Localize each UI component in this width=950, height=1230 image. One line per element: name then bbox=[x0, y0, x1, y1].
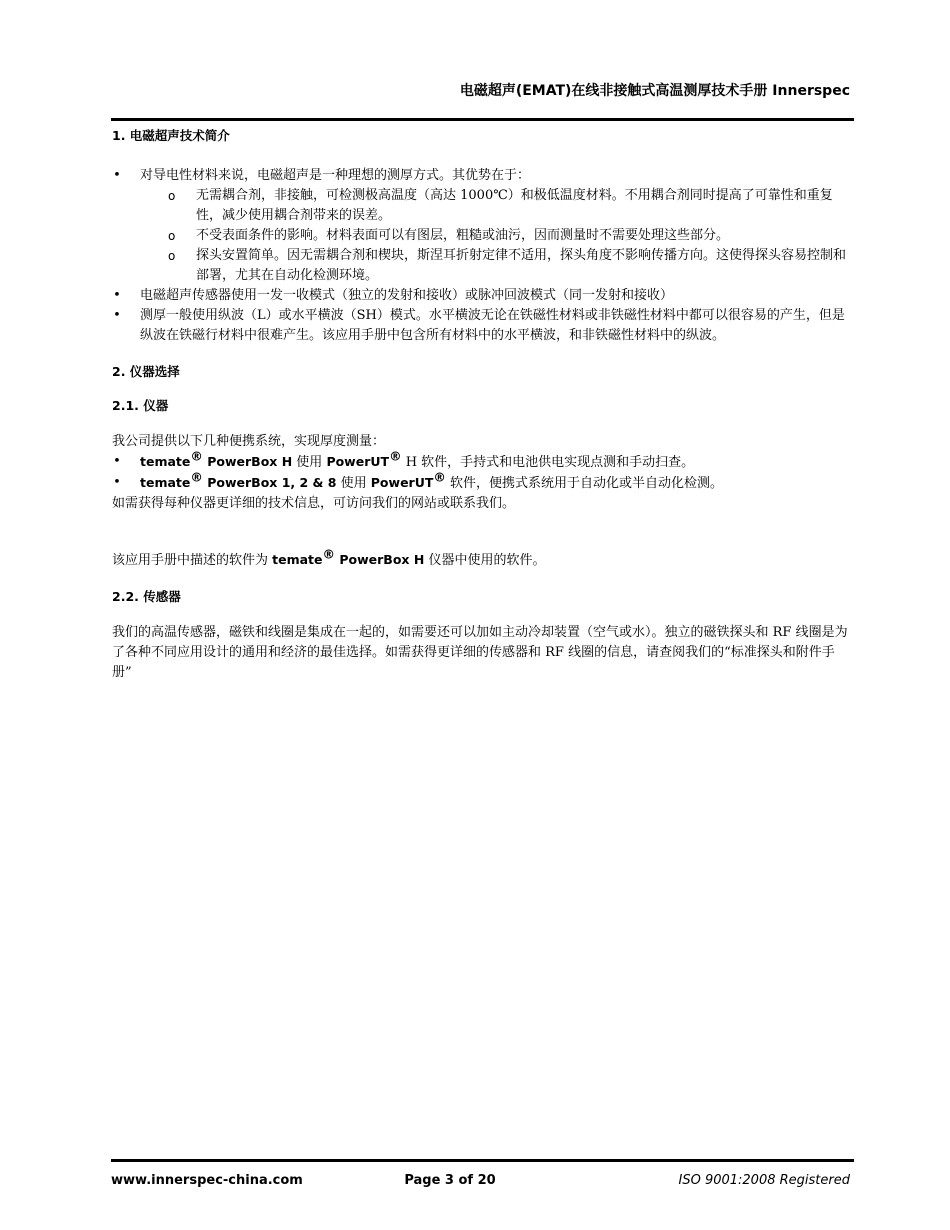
registered-mark: ® bbox=[389, 448, 402, 464]
instrument-desc: H 软件，手持式和电池供电实现点测和手动扫查。 bbox=[401, 455, 695, 470]
instrument-desc: 软件，便携式系统用于自动化或半自动化检测。 bbox=[445, 476, 724, 491]
bullet-text: 对导电性材料来说，电磁超声是一种理想的测厚方式。其优势在于： bbox=[140, 168, 531, 183]
registered-mark: ® bbox=[322, 546, 336, 562]
section-1-heading: 1. 电磁超声技术简介 bbox=[112, 128, 230, 143]
software-note bbox=[112, 546, 852, 571]
registered-mark: ® bbox=[190, 448, 203, 464]
instrument-brand: temate bbox=[140, 475, 191, 490]
bullet-dot: • bbox=[113, 288, 121, 303]
section-2-1-heading: 2.1. 仪器 bbox=[112, 398, 169, 413]
footer-website: www.innerspec-china.com bbox=[111, 1173, 303, 1188]
note-prefix: 该应用手册中描述的软件为 bbox=[112, 553, 273, 568]
sub-bullet-text: 不受表面条件的影响。材料表面可以有图层，粗糙或油污，因而测量时不需要处理这些部分。 bbox=[196, 228, 730, 243]
instrument-item bbox=[112, 448, 852, 473]
software-name: PowerUT bbox=[326, 454, 390, 469]
instrument-model: PowerBox H bbox=[202, 454, 293, 469]
instruments-more-info: 如需获得每种仪器更详细的技术信息，可访问我们的网站或联系我们。 bbox=[112, 496, 516, 511]
bullet-dot: • bbox=[113, 168, 121, 183]
registered-mark: ® bbox=[190, 469, 203, 485]
header-rule bbox=[111, 118, 854, 121]
footer-rule bbox=[111, 1159, 854, 1162]
footer-certification: ISO 9001:2008 Registered bbox=[678, 1173, 850, 1188]
sensors-body: 我们的高温传感器，磁铁和线圈是集成在一起的，如需要还可以加如主动冷却装置（空气或水）。独立的磁铁探头和 RF 线圈是为了各种不同应用设计的通用和经济的最佳选择。如需获得更详细的传感器和 RF 线圈的信息，请查阅我们的“标准探头和附件手册” bbox=[112, 625, 848, 680]
bullet-dot: • bbox=[113, 454, 121, 469]
note-model: PowerBox H bbox=[335, 552, 425, 567]
instrument-model: PowerBox 1, 2 & 8 bbox=[202, 475, 337, 490]
sub-bullet-item bbox=[112, 226, 852, 246]
sub-bullet-marker: o bbox=[168, 249, 176, 263]
note-suffix: 仪器中使用的软件。 bbox=[424, 553, 546, 568]
bullet-item bbox=[112, 166, 852, 186]
bullet-dot: • bbox=[113, 475, 121, 490]
sub-bullet-item bbox=[112, 246, 852, 286]
footer-page-number: Page 3 of 20 bbox=[404, 1173, 496, 1188]
bullet-dot: • bbox=[113, 308, 121, 323]
software-name: PowerUT bbox=[370, 475, 434, 490]
sub-bullet-text: 探头安置简单。因无需耦合剂和楔块，斯涅耳折射定律不适用，探头角度不影响传播方向。这使得探头容易控制和部署，尤其在自动化检测环境。 bbox=[196, 248, 847, 283]
instrument-brand: temate bbox=[140, 454, 191, 469]
registered-mark: ® bbox=[433, 469, 446, 485]
sub-bullet-marker: o bbox=[168, 189, 176, 203]
page-content bbox=[112, 128, 852, 683]
sub-bullet-text: 无需耦合剂，非接触，可检测极高温度（高达 1000℃）和极低温度材料。不用耦合剂同时提高了可靠性和重复性，减少使用耦合剂带来的误差。 bbox=[196, 188, 833, 223]
bullet-text: 测厚一般使用纵波（L）或水平横波（SH）模式。水平横波无论在铁磁性材料或非铁磁性材料中都可以很容易的产生，但是纵波在铁磁行材料中很难产生。该应用手册中包含所有材料中的水平横波，和非铁磁性材料中的纵波。 bbox=[140, 308, 845, 343]
instrument-mid: 使用 bbox=[336, 476, 371, 491]
bullet-item bbox=[112, 286, 852, 306]
section-2-heading: 2. 仪器选择 bbox=[112, 364, 180, 379]
instruments-intro: 我公司提供以下几种便携系统，实现厚度测量： bbox=[112, 434, 386, 449]
bullet-item bbox=[112, 306, 852, 346]
sub-bullet-marker: o bbox=[168, 229, 176, 243]
instrument-mid: 使用 bbox=[292, 455, 327, 470]
instrument-item bbox=[112, 469, 852, 494]
section-2-2-heading: 2.2. 传感器 bbox=[112, 589, 181, 604]
bullet-text: 电磁超声传感器使用一发一收模式（独立的发射和接收）或脉冲回波模式（同一发射和接收） bbox=[140, 288, 674, 303]
note-brand: temate bbox=[272, 552, 323, 567]
sub-bullet-item bbox=[112, 186, 852, 226]
header-title: 电磁超声(EMAT)在线非接触式高温测厚技术手册 Innerspec bbox=[459, 83, 850, 99]
